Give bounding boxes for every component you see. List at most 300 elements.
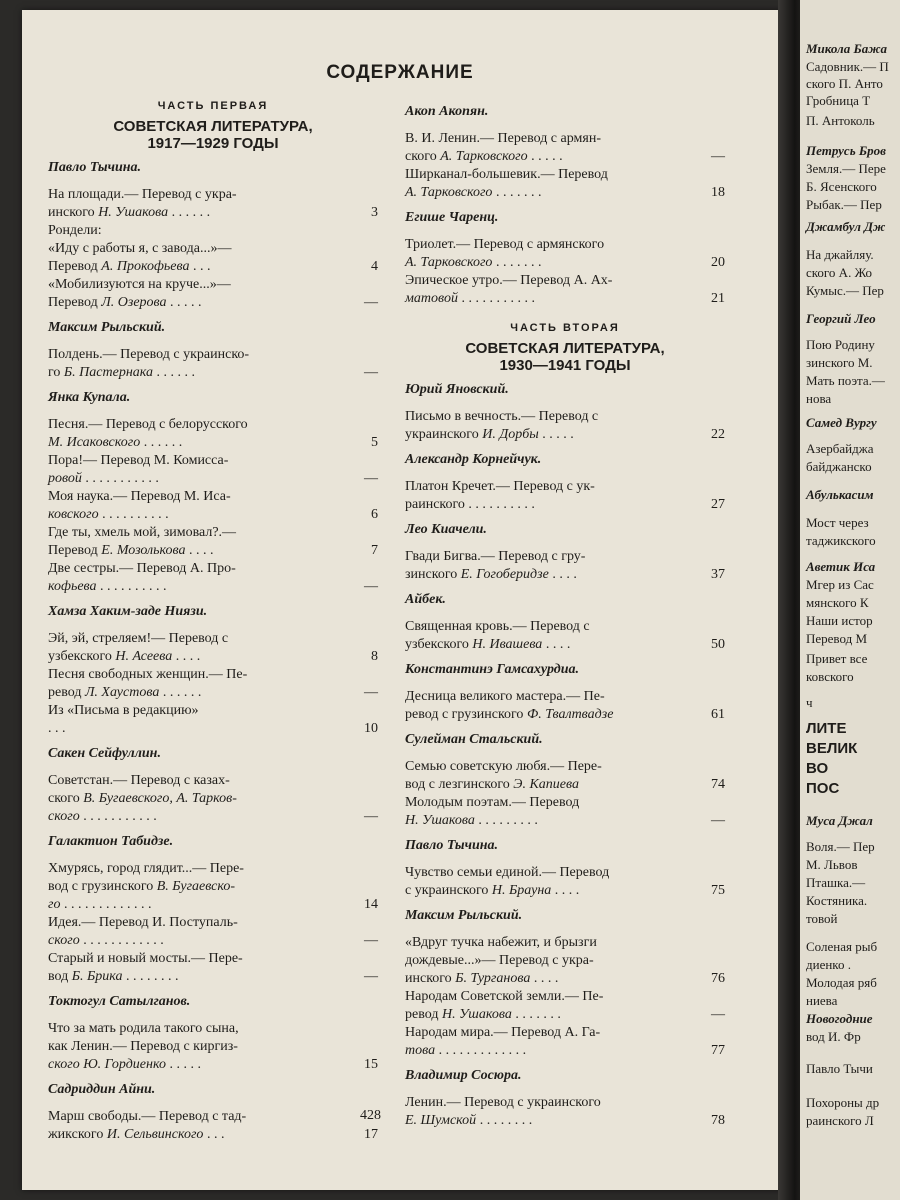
toc-entry (405, 988, 725, 1024)
translator-name: ковского (48, 507, 99, 522)
leader-dots: . . . . . . . . (476, 1113, 533, 1128)
toc-entry (405, 236, 725, 272)
entry-title: Чувство семьи единой.— Перевод (405, 865, 610, 880)
entry-line (405, 184, 685, 202)
translator-name: Н. Брауна (491, 883, 552, 898)
author-name: Галактион Табидзе. (48, 834, 174, 849)
facing-page-line: Георгий Лео (806, 311, 876, 326)
author-name: Айбек. (405, 592, 446, 607)
entry-line (48, 542, 338, 560)
entry-title: Народам Советской земли.— Пе- (405, 989, 604, 1004)
leader-dots: . . . . . (166, 295, 202, 310)
part-label: ЧАСТЬ ВТОРАЯ (510, 322, 620, 334)
entry-title: Народам мира.— Перевод А. Га- (405, 1025, 601, 1040)
facing-page-line: Молодая ряб (806, 975, 877, 990)
toc-entry (48, 1108, 378, 1144)
leader-dots: . . . . . . (140, 435, 183, 450)
entry-line (405, 970, 685, 988)
toc-entry (48, 772, 378, 826)
toc-entry (48, 452, 378, 488)
toc-entry (405, 408, 725, 444)
facing-page-line: Мост через (806, 515, 869, 530)
leader-dots: . . . . . . (152, 365, 195, 380)
translator-name: А. Тарковского (405, 185, 493, 200)
entry-title: Письмо в вечность.— Перевод с (405, 409, 599, 424)
author-name: Садриддин Айни. (48, 1082, 156, 1097)
entry-line (405, 952, 685, 970)
translator-name: Л. Хаустова (84, 685, 160, 700)
toc-entry (48, 416, 378, 452)
toc-entry (405, 618, 725, 654)
entry-text: Перевод (48, 295, 102, 310)
entry-line (405, 882, 685, 900)
page-ref: 10 (364, 721, 378, 736)
facing-page-line: Самед Вургу (806, 415, 877, 430)
mid-entries (405, 382, 725, 1130)
facing-page-line: Пою Родину (806, 337, 875, 352)
translator-name: В. Бугаевско- (156, 879, 236, 894)
toc-entry (48, 860, 378, 914)
page-ref: 37 (711, 567, 725, 582)
entry-line (48, 1038, 338, 1056)
facing-page-line: ского А. Жо (806, 265, 873, 280)
facing-page-line: таджикского (806, 533, 876, 548)
leader-dots: . . . . . (538, 427, 574, 442)
entry-title: Две сестры.— Перевод А. Про- (48, 561, 236, 576)
entry-text: го (48, 897, 61, 912)
translator-name: Б. Пастернака (63, 365, 153, 380)
author-name: Янка Купала. (48, 390, 131, 405)
entry-title: Где ты, хмель мой, зимовал?.— (48, 525, 237, 540)
toc-entry (48, 666, 378, 702)
facing-page-line: ч (806, 695, 813, 710)
translator-name: Е. Шумской (405, 1113, 477, 1128)
leader-dots: . . . . (551, 883, 580, 898)
facing-page-line: Азербайджа (806, 441, 874, 456)
facing-page-line: На джайляу. (806, 247, 874, 262)
entry-line (48, 578, 338, 596)
entry-title: Старый и новый мосты.— Пере- (48, 951, 243, 966)
page-ref: 3 (371, 205, 378, 220)
entry-title: Марш свободы.— Перевод с тад- (48, 1109, 247, 1124)
leader-dots: . . . . . . . (492, 255, 542, 270)
leader-dots: . . . . . . . . . . (464, 497, 535, 512)
facing-page-line: ВЕЛИК (806, 740, 858, 757)
translator-name: матовой (405, 291, 458, 306)
leader-dots: . . . (48, 721, 66, 736)
author-name: Максим Рыльский. (48, 320, 166, 335)
entry-line (48, 364, 338, 382)
page-ref: 50 (711, 637, 725, 652)
facing-page-line: Соленая рыб (806, 939, 878, 954)
facing-page-line: Садовник.— П (806, 59, 889, 74)
translator-name: Н. Ивашева (472, 637, 543, 652)
facing-page-line: вод И. Фр (806, 1029, 861, 1044)
entry-line (405, 1112, 685, 1130)
entry-title: Платон Кречет.— Перевод с ук- (405, 479, 595, 494)
page-number: 428 (360, 1108, 381, 1123)
facing-page-line: Б. Ясенского (806, 179, 877, 194)
page-ref: 8 (371, 649, 378, 664)
entry-text: дождевые...»— Перевод с укра- (405, 953, 594, 968)
section-title: СОВЕТСКАЯ ЛИТЕРАТУРА, 1930—1941 ГОДЫ (465, 340, 665, 374)
entry-line (405, 496, 685, 514)
entry-line (48, 896, 338, 914)
entry-text: ского (405, 149, 441, 164)
entry-title: Рондели: (48, 223, 102, 238)
facing-page-line: Муса Джал (806, 813, 873, 828)
page-ref: — (364, 933, 378, 948)
facing-page-line: Гробница Т (806, 93, 871, 108)
toc-entry (48, 488, 378, 524)
entry-text: жикского (48, 1127, 107, 1142)
toc-entry (48, 630, 378, 666)
leader-dots: . . . . . . . (511, 1007, 561, 1022)
facing-page-line: ковского (806, 669, 854, 684)
facing-page-line: Перевод М (806, 631, 868, 646)
entry-line (48, 878, 338, 896)
translator-name: Е. Мозолькова (101, 543, 186, 558)
toc-entry (48, 186, 378, 222)
page-ref: 17 (364, 1127, 378, 1142)
leader-dots: . . . . . . (159, 685, 202, 700)
entry-text: ревод (48, 685, 85, 700)
entry-line (48, 1056, 338, 1074)
author-name: Сакен Сейфуллин. (48, 746, 161, 761)
entry-text: вод с грузинского (48, 879, 157, 894)
entry-line (48, 470, 338, 488)
translator-name: А. Прокофьева (101, 259, 190, 274)
leader-dots: . . . (203, 1127, 225, 1142)
toc-entry (405, 166, 725, 202)
leader-dots: . . . . (548, 567, 577, 582)
page-ref: 74 (711, 777, 725, 792)
entry-title: Эпическое утро.— Перевод А. Ах- (405, 273, 613, 288)
leader-dots: . . . . . . . . . . . (457, 291, 535, 306)
page-ref: — (364, 295, 378, 310)
contents-column-middle (405, 96, 725, 1130)
page-ref: 75 (711, 883, 725, 898)
author-name: Акоп Акопян. (405, 104, 489, 119)
facing-page-line: ЛИТЕ (806, 720, 847, 737)
toc-entry (405, 688, 725, 724)
leader-dots: . . . . . . . . . (474, 813, 538, 828)
entry-text: как Ленин.— Перевод с киргиз- (48, 1039, 238, 1054)
page-ref: — (364, 471, 378, 486)
entry-line (405, 148, 685, 166)
page-ref: 27 (711, 497, 725, 512)
entry-title: Десница великого мастера.— Пе- (405, 689, 605, 704)
page-ref: — (364, 969, 378, 984)
toc-entry (405, 934, 725, 988)
toc-entry (48, 950, 378, 986)
page-ref: 77 (711, 1043, 725, 1058)
entry-text: вод с лезгинского (405, 777, 514, 792)
toc-entry (48, 914, 378, 950)
facing-page-line: Петрусь Бров (806, 143, 886, 158)
leader-dots: . . . . . . . . . . (98, 507, 169, 522)
facing-page-line: мянского К (806, 595, 869, 610)
page-ref: 22 (711, 427, 725, 442)
author-name: Александр Корнейчук. (405, 452, 542, 467)
translator-name: А. Тарковского (405, 255, 493, 270)
facing-page-line: ского П. Анто (806, 76, 883, 91)
entry-text: раинского (405, 497, 465, 512)
entry-text: узбекского (48, 649, 116, 664)
translator-name: Н. Ушакова (98, 205, 169, 220)
facing-page-line: П. Антоколь (806, 113, 875, 128)
page-ref: 18 (711, 185, 725, 200)
translator-name: ского (48, 933, 80, 948)
entry-text: ского (48, 809, 80, 824)
page-ref: — (364, 579, 378, 594)
entry-title: В. И. Ленин.— Перевод с армян- (405, 131, 601, 146)
entry-text: зинского (405, 567, 461, 582)
translator-name: Ф. Твалтвадзе (526, 707, 614, 722)
leader-dots: . . . . . . . . (122, 969, 179, 984)
section-title: СОВЕТСКАЯ ЛИТЕРАТУРА, 1917—1929 ГОДЫ (113, 118, 313, 152)
translator-name: И. Сельвинского (106, 1127, 204, 1142)
entry-line (405, 812, 685, 830)
entry-line (405, 1042, 685, 1060)
entry-title: Песня свободных женщин.— Пе- (48, 667, 248, 682)
author-name: Сулейман Стальский. (405, 732, 543, 747)
facing-page-line: Земля.— Пере (806, 161, 886, 176)
toc-entry (405, 758, 725, 794)
entry-line (48, 294, 338, 312)
author-name: Владимир Сосюра. (405, 1068, 522, 1083)
page-ref: 15 (364, 1057, 378, 1072)
facing-page-line: товой (806, 911, 838, 926)
entry-title: Гвади Бигва.— Перевод с гру- (405, 549, 586, 564)
facing-page-line: диенко . (806, 957, 851, 972)
entry-title: Из «Письма в редакцию» (48, 703, 199, 718)
facing-page-line: Похороны др (806, 1095, 880, 1110)
toc-entry (405, 794, 725, 830)
entry-line (48, 204, 338, 222)
page-ref: 4 (371, 259, 378, 274)
translator-name: Б. Турганова (455, 971, 531, 986)
author-name: Лео Киачели. (405, 522, 487, 537)
entry-title: Что за мать родила такого сына, (48, 1021, 239, 1036)
leader-dots: . . . . . . . . . . . . . (60, 897, 152, 912)
facing-page-line: Кумыс.— Пер (806, 283, 884, 298)
page-ref: 20 (711, 255, 725, 270)
entry-line (405, 1006, 685, 1024)
facing-page-line: Привет все (806, 651, 868, 666)
leader-dots: . . . . . (165, 1057, 201, 1072)
part-label: ЧАСТЬ ПЕРВАЯ (157, 100, 269, 112)
toc-entry (48, 240, 378, 276)
facing-page-line: нова (806, 391, 832, 406)
page-ref: 14 (364, 897, 378, 912)
toc-entry (405, 272, 725, 308)
page-ref: — (711, 813, 725, 828)
author-name: Юрий Яновский. (405, 382, 509, 397)
mid-top-entries (405, 104, 725, 308)
page-title: СОДЕРЖАНИЕ (326, 62, 474, 83)
toc-entry (405, 478, 725, 514)
translator-name: Н. Ушакова (441, 1007, 512, 1022)
page-ref: — (711, 1007, 725, 1022)
translator-name: Б. Брика (71, 969, 123, 984)
translator-name: Н. Ушакова (405, 813, 475, 828)
facing-page-line: Аветик Иса (806, 559, 876, 574)
facing-page-line: Наши истор (806, 613, 873, 628)
entry-line (405, 776, 685, 794)
author-name: Павло Тычина. (405, 838, 498, 853)
entry-text: ревод (405, 1007, 442, 1022)
entry-line (405, 426, 685, 444)
leader-dots: . . . . (172, 649, 201, 664)
page-ref: — (364, 685, 378, 700)
facing-page-line: байджанско (806, 459, 872, 474)
page-ref: 5 (371, 435, 378, 450)
author-name: Хамза Хаким-заде Ниязи. (48, 604, 208, 619)
facing-page-line: Костяника. (806, 893, 868, 908)
entry-text: инского (48, 205, 99, 220)
translator-name: Е. Гогоберидзе (460, 567, 549, 582)
leader-dots: . . . (189, 259, 211, 274)
facing-page-line: Павло Тычи (806, 1061, 873, 1076)
entry-text: ского (48, 791, 84, 806)
entry-text: Перевод (48, 259, 102, 274)
translator-name: И. Дорбы (482, 427, 539, 442)
facing-page-line: ВО (806, 760, 829, 777)
entry-text: с украинского (405, 883, 492, 898)
translator-name: това (405, 1043, 436, 1058)
entry-line (405, 290, 685, 308)
entry-title: Моя наука.— Перевод М. Иса- (48, 489, 231, 504)
translator-name: Н. Асеева (115, 649, 173, 664)
facing-page-line: Мгер из Сас (806, 577, 874, 592)
facing-page-line: Мать поэта.— (806, 373, 885, 388)
page-ref: 6 (371, 507, 378, 522)
entry-title: Песня.— Перевод с белорусского (48, 417, 248, 432)
entry-text: ского Ю. Гордиенко (48, 1057, 166, 1072)
entry-title: «Мобилизуются на круче...»— (48, 277, 231, 292)
facing-page-line: ниева (806, 993, 838, 1008)
page-ref: 21 (711, 291, 725, 306)
contents-column-left (48, 96, 378, 1144)
entry-title: Священная кровь.— Перевод с (405, 619, 590, 634)
entry-line (405, 636, 685, 654)
facing-page-line: Воля.— Пер (806, 839, 875, 854)
author-name: Токтогул Сатылганов. (48, 994, 191, 1009)
toc-entry (48, 524, 378, 560)
toc-entry (48, 560, 378, 596)
author-name: Павло Тычина. (48, 160, 141, 175)
page-ref: 78 (711, 1113, 725, 1128)
leader-dots: . . . . . . . . . . . (79, 809, 157, 824)
entry-line (48, 434, 338, 452)
entry-text: го (48, 365, 64, 380)
author-name: Максим Рыльский. (405, 908, 523, 923)
entry-line (48, 506, 338, 524)
leader-dots: . . . . . (527, 149, 563, 164)
entry-text: инского (405, 971, 456, 986)
leader-dots: . . . . . . . . . . . (81, 471, 159, 486)
entry-title: «Иду с работы я, с завода...»— (48, 241, 232, 256)
translator-name: Л. Озерова (101, 295, 167, 310)
toc-entry (405, 130, 725, 166)
entry-line (48, 1126, 338, 1144)
page-ref: 61 (711, 707, 725, 722)
page-ref: 76 (711, 971, 725, 986)
entry-text: Перевод (48, 543, 102, 558)
entry-text: вод (48, 969, 72, 984)
entry-line (405, 706, 685, 724)
leader-dots: . . . . . . . . . . . . (79, 933, 164, 948)
facing-page-line: Новогодние (806, 1011, 873, 1026)
toc-entry (405, 864, 725, 900)
page-ref: — (364, 365, 378, 380)
entry-line (48, 720, 338, 738)
toc-entry (48, 276, 378, 312)
entry-title: Советстан.— Перевод с казах- (48, 773, 230, 788)
entry-text: узбекского (405, 637, 473, 652)
author-name: Егише Чаренц. (405, 210, 499, 225)
leader-dots: . . . . . . . . . . . . . (435, 1043, 527, 1058)
translator-name: ровой (48, 471, 82, 486)
entry-title: Эй, эй, стреляем!— Перевод с (48, 631, 229, 646)
entry-line (405, 254, 685, 272)
facing-page-line: Пташка.— (806, 875, 866, 890)
translator-name: М. Исаковского (48, 435, 141, 450)
page-ref: 7 (371, 543, 378, 558)
entry-line (48, 808, 338, 826)
leader-dots: . . . . . . (168, 205, 211, 220)
translator-name: кофьева (48, 579, 97, 594)
entry-title: Ширканал-большевик.— Перевод (405, 167, 608, 182)
entry-line (48, 932, 338, 950)
translator-name: Э. Капиева (513, 777, 579, 792)
translator-name: В. Бугаевского, А. Тарков- (83, 791, 237, 806)
entry-title: Хмурясь, город глядит...— Пере- (48, 861, 244, 876)
facing-page-line: ПОС (806, 780, 840, 797)
facing-page-line: Микола Бажа (806, 41, 887, 56)
entry-title: Идея.— Перевод И. Поступаль- (48, 915, 238, 930)
entry-title: На площади.— Перевод с укра- (48, 187, 237, 202)
entry-line (48, 648, 338, 666)
facing-page-line: М. Львов (806, 857, 858, 872)
entry-title: Семью советскую любя.— Пере- (405, 759, 602, 774)
left-entries (48, 160, 378, 1144)
toc-entry (405, 548, 725, 584)
entry-title: Ленин.— Перевод с украинского (405, 1095, 601, 1110)
entry-line (48, 684, 338, 702)
toc-entry (405, 1094, 725, 1130)
toc-entry (48, 702, 378, 738)
entry-title: Полдень.— Перевод с украинско- (48, 347, 250, 362)
leader-dots: . . . . . . . . . . (96, 579, 167, 594)
translator-name: А. Тарковского (440, 149, 528, 164)
facing-page-line: раинского Л (806, 1113, 874, 1128)
facing-page-line: зинского М. (806, 355, 873, 370)
toc-entry (48, 346, 378, 382)
leader-dots: . . . . (542, 637, 571, 652)
toc-entry (48, 1020, 378, 1074)
author-name: Константинэ Гамсахурдиа. (405, 662, 579, 677)
entry-line (405, 566, 685, 584)
leader-dots: . . . . (185, 543, 214, 558)
leader-dots: . . . . (530, 971, 559, 986)
entry-text: украинского (405, 427, 483, 442)
facing-page-line: Рыбак.— Пер (806, 197, 882, 212)
entry-line (48, 258, 338, 276)
facing-page-line: Джамбул Дж (806, 219, 886, 234)
entry-title: Пора!— Перевод М. Комисса- (48, 453, 229, 468)
